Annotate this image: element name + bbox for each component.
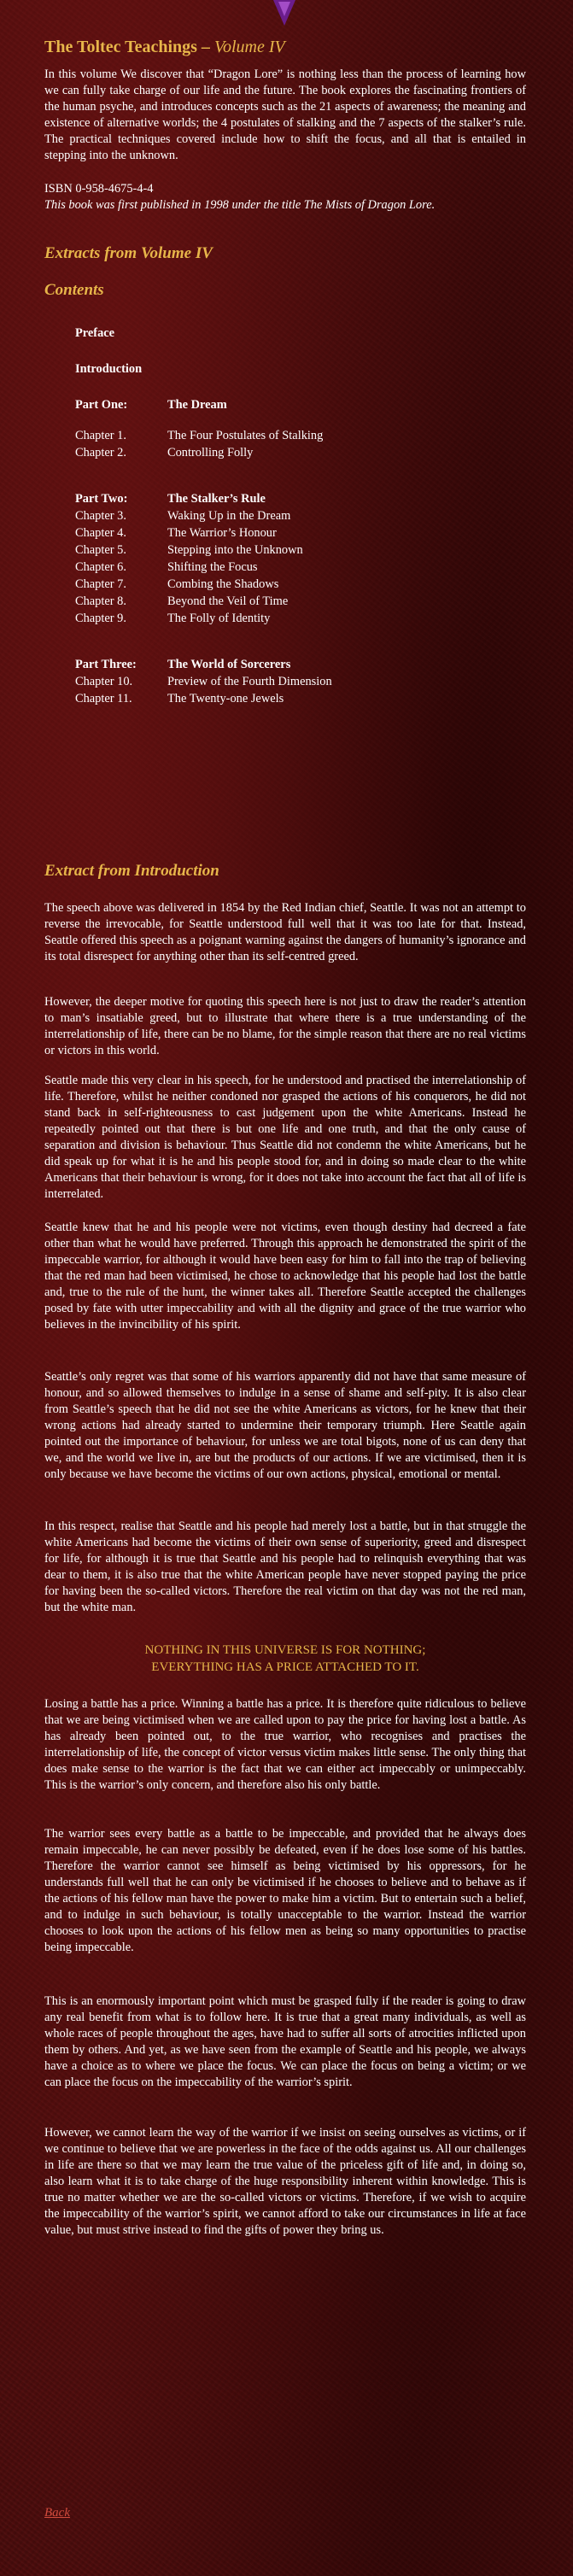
table-of-contents <box>75 325 332 707</box>
first-published: This book was first published in 1998 under the title The Mists of Dragon Lore. <box>44 198 436 212</box>
toc-chapter: Chapter 2. Controlling Folly <box>75 446 254 460</box>
emblem-inner-icon <box>278 2 290 16</box>
contents-heading: Contents <box>44 281 104 299</box>
paragraph: Seattle made this very clear in his speech, for he understood and practised the interrelationship of life. Therefore, whilst he neither condoned nor grasped the actions of his conquerors, he did not stand back in self-righteousness to cast judgement upon the white Americans. Instead he repeatedly pointed out that there is but one life and one truth, and that the only cause of separation and division is behaviour. Thus Seattle did not condemn the white Americans, but he did speak up for what it is he and his people stood for, and in doing so made clear to the white Americans that their behaviour is wrong, for it does not take into account the fact that all of life is interrelated. <box>44 1074 526 1201</box>
toc-chapter: Chapter 5. Stepping into the Unknown <box>75 543 303 557</box>
extract-heading: Extract from Introduction <box>44 862 219 880</box>
toc-chapter: Chapter 9. The Folly of Identity <box>75 612 271 625</box>
intro-paragraph: In this volume We discover that “Dragon Lore” is nothing less than the process of learning how we can fully take charge of our life and the future. The book explores the fascinating frontiers of the human psyche, and introduces concepts such as the 21 aspects of awareness; the meaning and existence of alternative worlds; the 4 postulates of stalking and the 7 aspects of the stalker’s rule. The practical techniques covered include how to shift the focus, and all that is entailed in stepping into the unknown. <box>44 67 526 162</box>
page-title <box>44 38 285 57</box>
toc-chapter: Chapter 3. Waking Up in the Dream <box>75 509 291 523</box>
paragraph: Losing a battle has a price. Winning a battle has a price. It is therefore quite ridiculous to believe that we are being victimised when we are called upon to pay the price for having lost a battle. As has already been pointed out, to the true warrior, who recognises and practises the interrelationship of life, the concept of victor versus victim makes little sense. The only thing that does make sense to the warrior is the fact that we can either act impeccably or unimpeccably. This is the warrior’s only concern, and therefore also his only battle. <box>44 1697 526 1792</box>
paragraph: However, the deeper motive for quoting this speech here is not just to draw the reader’s attention to man’s insatiable greed, but to illustrate that where there is a true understanding of the interrelationship of life, there can be no blame, for the simple reason that there are no real victims or victors in this world. <box>44 995 526 1057</box>
paragraph: However, we cannot learn the way of the warrior if we insist on seeing ourselves as victims, or if we continue to believe that we are powerless in the face of the odds against us. All our challenges in life are there so that we may learn the true value of the priceless gift of life and, in doing so, also learn what it is to take charge of the huge responsibility inherent within knowledge. This is true no matter whether we are the so-called victors or victims. Therefore, if we wish to acquire the impeccability of the warrior’s spirit, we cannot afford to take our circumstances in life at face value, but must strive instead to find the gifts of power they bring us. <box>44 2126 526 2237</box>
toc-introduction: Introduction <box>75 362 143 376</box>
paragraph: Seattle’s only regret was that some of his warriors apparently did not have that same measure of honour, and so allowed themselves to indulge in a sense of shame and self-pity. It is also clear from Seattle’s speech that he did not see the white Americans as victors, for he knew that their wrong actions had already started to undermine their temporary triumph. Here Seattle again pointed out the importance of behaviour, for unless we are total bigots, none of us can deny that we, and the world we live in, are but the products of our actions. If we are victimised, then it is only because we have become the victims of our own actions, physical, emotional or mental. <box>44 1370 526 1481</box>
toc-chapter: Chapter 4. The Warrior’s Honour <box>75 526 277 540</box>
toc-chapter: Chapter 1. The Four Postulates of Stalking <box>75 429 324 442</box>
extracts-heading: Extracts from Volume IV <box>44 244 213 262</box>
isbn-block <box>44 181 526 214</box>
title-volume: Volume IV <box>213 38 285 56</box>
paragraph: This is an enormously important point which must be grasped fully if the reader is going to draw any real benefit from what is to follow here. It is true that a great many individuals, as well as whole races of people throughout the ages, have had to suffer all sorts of atrocities inflicted upon them by others. And yet, as we have seen from the example of Seattle and his people, we always have a choice as to where we place the focus. We can place the focus on being a victim; or we can place the focus on the impeccability of the warrior’s spirit. <box>44 1994 526 2089</box>
toc-part-one: Part One: The Dream <box>75 398 227 412</box>
paragraph: The speech above was delivered in 1854 by the Red Indian chief, Seattle. It was not an attempt to reverse the irrevocable, for Seattle understood full well that it was too late for that. Instead, Seattle offered this speech as a poignant warning against the dangers of humanity’s ignorance and its total disrespect for anything other than its self-centred greed. <box>44 901 526 963</box>
title-main: The Toltec Teachings – <box>44 38 210 56</box>
pull-quote: NOTHING IN THIS UNIVERSE IS FOR NOTHING; EVERYTHING HAS A PRICE ATTACHED TO IT. <box>144 1643 426 1674</box>
toc-preface: Preface <box>75 326 115 340</box>
paragraph: The warrior sees every battle as a battle to be impeccable, and provided that he always does remain impeccable, he can never possibly be defeated, even if he does lose some of his battles. Therefore the warrior cannot see himself as being victimised by his oppressors, for he understands full well that he can only be victimised if he chooses to believe and to behave as if the actions of his fellow man have the power to make him a victim. But to entertain such a belief, and to indulge in such behaviour, is totally unacceptable to the warrior. Instead the warrior chooses to look upon the actions of his fellow men as being so many opportunities to practise being impeccable. <box>44 1827 526 1954</box>
toc-chapter: Chapter 7. Combing the Shadows <box>75 577 279 591</box>
back-link[interactable]: Back <box>44 2506 70 2520</box>
toc-chapter: Chapter 11. The Twenty-one Jewels <box>75 692 284 705</box>
toc-chapter: Chapter 6. Shifting the Focus <box>75 560 258 574</box>
toc-part-two: Part Two: The Stalker’s Rule <box>75 492 266 506</box>
toc-part-three: Part Three: The World of Sorcerers <box>75 658 291 671</box>
paragraph: In this respect, realise that Seattle and his people had merely lost a battle, but in that struggle the white Americans had become the victims of their own sense of superiority, greed and disrespect for life, for although it is true that Seattle and his people had to relinquish everything that was dear to them, it is also true that the white American people have never stopped paying the price for having been the so-called victors. Therefore the real victim on that day was not the red man, but the white man. <box>44 1519 526 1614</box>
paragraph: Seattle knew that he and his people were not victims, even though destiny had decreed a fate other than what he would have preferred. Through this approach he demonstrated the spirit of the impeccable warrior, for although it would have been easy for him to fall into the trap of believing that the red man had been victimised, he chose to acknowledge that his people had lost the battle and, true to the rule of the hunt, the winner takes all. Therefore Seattle accepted the challenges posed by fate with utter impeccability and with all the dignity and grace of the true warrior who believes in the invincibility of his spirit. <box>44 1221 526 1332</box>
toc-chapter: Chapter 8. Beyond the Veil of Time <box>75 594 289 608</box>
toc-chapter: Chapter 10. Preview of the Fourth Dimension <box>75 675 332 688</box>
isbn: ISBN 0-958-4675-4-4 <box>44 182 154 196</box>
